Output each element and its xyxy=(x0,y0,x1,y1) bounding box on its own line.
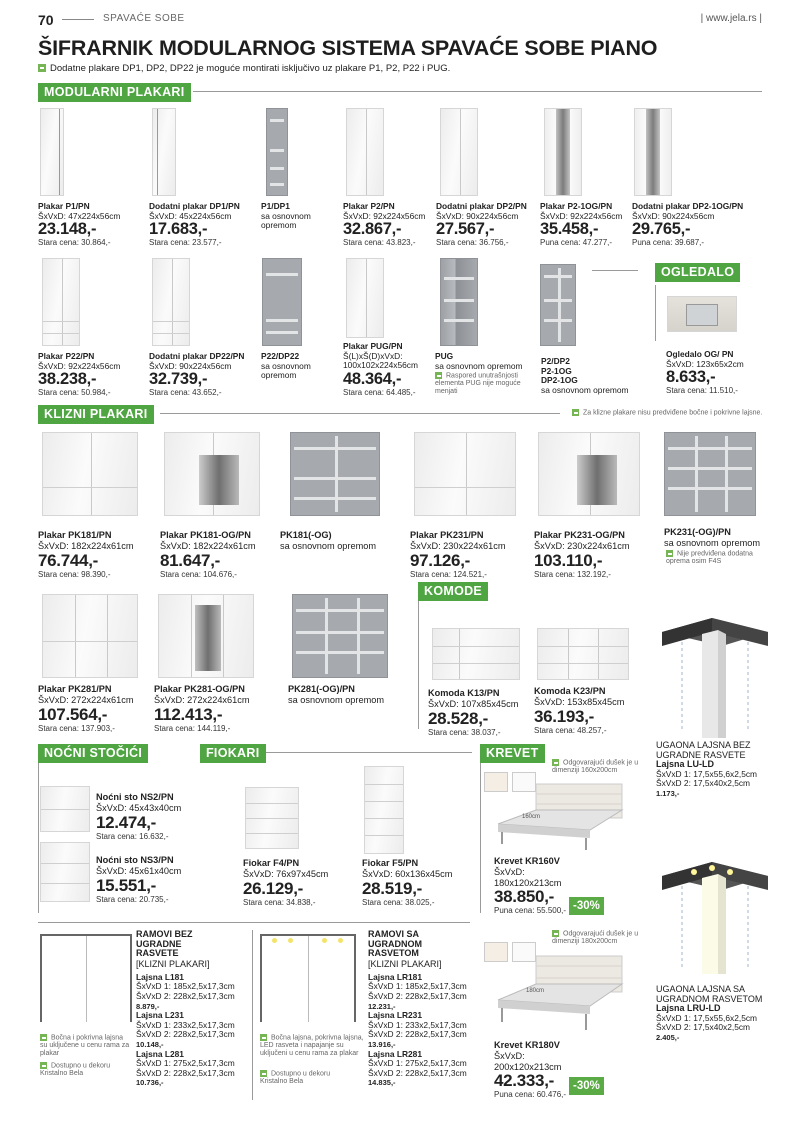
dresser-k13-image xyxy=(432,628,520,680)
product-dims: ŠxVxD: 230x224x61cm xyxy=(534,541,630,551)
wardrobe-dp1-image xyxy=(152,108,176,196)
section-beds: KREVET xyxy=(480,744,545,763)
product-name: Komoda K23/PN xyxy=(534,686,606,696)
bullet-icon xyxy=(552,930,559,937)
bullet-icon xyxy=(260,1034,267,1041)
product-f4[interactable] xyxy=(243,858,353,907)
product-old-price: Stara cena: 64.485,- xyxy=(343,387,416,397)
product-old-price: Stara cena: 38.025,- xyxy=(362,897,435,907)
product-name: Plakar P2-1OG/PN xyxy=(540,201,613,211)
section-drawers: FIOKARI xyxy=(200,744,266,763)
product-p2[interactable] xyxy=(343,202,435,248)
product-price: 15.551,- xyxy=(96,875,156,895)
product-p2-dp2[interactable] xyxy=(541,357,641,395)
product-name: PK231(-OG)/PN xyxy=(664,527,731,537)
product-f5[interactable] xyxy=(362,858,472,907)
frame-item-price: 10.148,- xyxy=(136,1039,164,1049)
product-price: 38.238,- xyxy=(38,370,97,389)
corner-strip-lru-ld[interactable] xyxy=(656,984,776,1042)
product-price: 42.333,- xyxy=(494,1071,554,1090)
note-text: Odgovarajući dušek je u dimenziji 160x200cm xyxy=(552,759,639,775)
product-price: 35.458,- xyxy=(540,220,599,239)
frame-lit-image xyxy=(260,934,356,1022)
corner-strip-price: 1.173,- xyxy=(656,788,680,798)
wardrobe-dp2-image xyxy=(440,108,478,196)
product-price: 76.744,- xyxy=(38,550,98,570)
frame-item-dims-2: ŠxVxD 2: 228x2,5x17,3cm xyxy=(136,1067,235,1078)
product-price: 32.739,- xyxy=(149,370,208,389)
product-old-price: Puna cena: 39.687,- xyxy=(632,238,705,248)
product-dims: ŠxVxD: 92x224x56cm xyxy=(343,210,426,221)
frame-item-name: Lajsna L231 xyxy=(136,1010,184,1021)
section-modular: MODULARNI PLAKARI xyxy=(38,83,191,102)
note-text: Bočna lajsna, pokrivna lajsna, LED rasveta i napajanje su uključeni u cenu rama za plakar xyxy=(260,1034,364,1058)
product-old-price: Stara cena: 20.735,- xyxy=(96,894,169,904)
product-name: Plakar PK281/PN xyxy=(38,684,112,694)
corner-strip-dims-1: ŠxVxD 1: 17,5x55,6x2,5cm xyxy=(656,1012,758,1023)
bullet-icon xyxy=(435,372,442,379)
product-price: 38.850,- xyxy=(494,887,554,906)
wardrobe-p1-interior-image xyxy=(266,108,288,196)
divider xyxy=(418,601,419,729)
product-dims: ŠxVxD: 153x85x45cm xyxy=(534,697,625,707)
product-name: Ogledalo OG/ PN xyxy=(666,349,734,359)
header-rule xyxy=(62,19,94,20)
product-ns2[interactable] xyxy=(96,792,200,841)
product-old-price: Stara cena: 36.756,- xyxy=(436,238,509,248)
product-name: Plakar P22/PN xyxy=(38,351,95,361)
product-name: Plakar P1/PN xyxy=(38,201,90,211)
product-price: 27.567,- xyxy=(436,220,495,239)
product-name: Plakar PK181/PN xyxy=(38,530,112,540)
note-text: Raspored unutrašnjosti elementa PUG nije moguće menjati xyxy=(435,372,521,396)
wardrobe-p2-1og-image xyxy=(544,108,582,196)
frames-title: RAMOVI BEZ UGRADNE RASVETE xyxy=(136,929,193,959)
page-number: 70 xyxy=(38,12,54,28)
product-name: Noćni sto NS2/PN xyxy=(96,792,174,802)
product-old-price: Stara cena: 144.119,- xyxy=(154,723,231,733)
corner-strip-title: UGAONA LAJSNA BEZ UGRADNE RASVETE xyxy=(656,740,751,760)
product-k13[interactable] xyxy=(428,688,532,737)
product-p22[interactable] xyxy=(38,352,148,398)
product-dims: ŠxVxD: 47x224x56cm xyxy=(38,210,121,221)
bed-size-label: 160cm xyxy=(522,814,541,820)
divider xyxy=(266,752,472,753)
product-pk231-og[interactable] xyxy=(534,530,658,579)
product-dims: ŠxVxD: 92x224x56cm xyxy=(540,210,623,221)
frame-item-dims-1: ŠxVxD 1: 275x2,5x17,3cm xyxy=(136,1058,235,1069)
product-dims: ŠxVxD: 90x224x56cm xyxy=(149,360,232,371)
bed-kr160-image xyxy=(492,780,632,852)
product-name: Fiokar F5/PN xyxy=(362,858,419,868)
frame-image xyxy=(40,934,132,1022)
product-pk281-interior[interactable] xyxy=(288,684,408,706)
product-old-price: Stara cena: 34.838,- xyxy=(243,897,316,907)
discount-badge: -30% xyxy=(569,1077,604,1095)
wardrobe-pug-interior-image xyxy=(440,258,478,346)
product-pk181[interactable] xyxy=(38,530,158,579)
product-dims: sa osnovnom opremom xyxy=(664,538,761,548)
section-sliding: KLIZNI PLAKARI xyxy=(38,405,154,424)
frame-item-dims-1: ŠxVxD 1: 233x2,5x17,3cm xyxy=(136,1019,235,1030)
product-name: PK181(-OG) xyxy=(280,530,332,540)
product-old-price: Stara cena: 16.632,- xyxy=(96,831,169,841)
product-old-price: Stara cena: 11.510,- xyxy=(666,386,738,396)
product-old-price: Stara cena: 98.390,- xyxy=(38,569,111,579)
frame-note-2 xyxy=(40,1062,132,1078)
product-old-price: Stara cena: 48.257,- xyxy=(534,725,607,735)
product-name: Dodatni plakar DP1/PN xyxy=(149,201,240,211)
product-dims: Š(L)xŠ(D)xVxD: 100x102x224x56cm xyxy=(343,350,418,371)
frame-item-name: Lajsna LR281 xyxy=(368,1048,422,1059)
bullet-icon xyxy=(40,1034,47,1041)
product-price: 81.647,- xyxy=(160,550,220,570)
product-price: 112.413,- xyxy=(154,704,223,724)
discount-badge: -30% xyxy=(569,897,604,915)
product-name: Noćni sto NS3/PN xyxy=(96,855,174,865)
bullet-icon xyxy=(572,409,579,416)
bullet-icon xyxy=(40,1062,47,1069)
dresser-k23-image xyxy=(537,628,629,680)
product-p1-dp1[interactable] xyxy=(261,202,323,231)
product-pk181-og[interactable] xyxy=(160,530,280,579)
mirror-image xyxy=(667,296,737,332)
corner-strip-lit-image xyxy=(652,858,778,976)
product-name: Komoda K13/PN xyxy=(428,688,500,698)
bullet-icon xyxy=(552,759,559,766)
frames-subtitle: [KLIZNI PLAKARI] xyxy=(368,958,442,969)
product-old-price: Stara cena: 23.577,- xyxy=(149,238,222,248)
product-old-price: Puna cena: 60.476,- xyxy=(494,1090,567,1099)
corner-strip-dims-2: ŠxVxD 2: 17,5x40x2,5cm xyxy=(656,1022,751,1033)
frames-lit[interactable] xyxy=(368,930,474,1088)
wardrobe-pug-image xyxy=(346,258,384,338)
nightstand-ns3-image xyxy=(40,842,90,902)
page-title: ŠIFRARNIK MODULARNOG SISTEMA SPAVAĆE SOBE PIANO xyxy=(38,36,658,60)
product-dp1[interactable] xyxy=(149,202,259,248)
product-dims: ŠxVxD: 182x224x61cm xyxy=(160,541,256,551)
product-price: 28.528,- xyxy=(428,708,488,728)
frames-no-light[interactable] xyxy=(136,930,248,1088)
product-price: 107.564,- xyxy=(38,704,108,724)
corner-strip-image xyxy=(652,612,778,740)
frame-item-dims-2: ŠxVxD 2: 228x2,5x17,3cm xyxy=(368,1067,467,1078)
divider xyxy=(160,413,560,414)
section-nightstands: NOĆNI STOČIĆI xyxy=(38,744,148,763)
product-price: 17.683,- xyxy=(149,220,208,239)
frame-item-price: 14.835,- xyxy=(368,1078,396,1088)
bed-size-label: 180cm xyxy=(526,988,545,994)
nightstand-ns2-image xyxy=(40,786,90,832)
product-p22-dp22[interactable] xyxy=(261,352,323,381)
product-dims: ŠxVxD: 200x120x213cm xyxy=(494,1051,562,1072)
product-dims: sa osnovnom opremom xyxy=(280,541,377,551)
product-old-price: Stara cena: 50.984,- xyxy=(38,388,111,398)
divider xyxy=(655,285,656,341)
product-pug-interior[interactable] xyxy=(435,352,535,371)
product-dims: ŠxVxD: 90x224x56cm xyxy=(436,210,519,221)
frame-item-price: 10.736,- xyxy=(136,1078,164,1088)
divider xyxy=(38,763,39,913)
frame-item-name: Lajsna L281 xyxy=(136,1048,184,1059)
wardrobe-p1-image xyxy=(40,108,64,196)
intro-note xyxy=(38,63,450,74)
product-name: P1/DP1 xyxy=(261,201,290,211)
frames-subtitle: [KLIZNI PLAKARI] xyxy=(136,958,210,969)
wardrobe-dp2-1og-image xyxy=(634,108,672,196)
product-name: Plakar PK231-OG/PN xyxy=(534,530,625,540)
product-dims: ŠxVxD: 45x224x56cm xyxy=(149,210,232,221)
product-ns3[interactable] xyxy=(96,855,200,904)
product-pk231-interior[interactable] xyxy=(664,527,774,549)
frame-item-name: Lajsna LR181 xyxy=(368,971,422,982)
site-url[interactable]: | www.jela.rs | xyxy=(700,13,762,24)
product-price: 26.129,- xyxy=(243,878,303,898)
product-name: Dodatni plakar DP2-1OG/PN xyxy=(632,201,744,211)
product-pk281-og[interactable] xyxy=(154,684,278,733)
frame-item-dims-2: ŠxVxD 2: 228x2,5x17,3cm xyxy=(368,990,467,1001)
product-dims: ŠxVxD: 107x85x45cm xyxy=(428,699,519,709)
bullet-icon xyxy=(666,550,673,557)
product-old-price: Stara cena: 30.864,- xyxy=(38,238,111,248)
wardrobe-p22-interior-image xyxy=(262,258,302,346)
product-old-price: Puna cena: 55.500,- xyxy=(494,906,567,915)
product-name: Fiokar F4/PN xyxy=(243,858,300,868)
frame-item-dims-1: ŠxVxD 1: 185x2,5x17,3cm xyxy=(368,981,467,992)
product-k23[interactable] xyxy=(534,686,640,735)
product-name: PUG xyxy=(435,351,454,361)
divider xyxy=(38,922,470,923)
frame-lit-note-1 xyxy=(260,1034,364,1058)
product-name: Dodatni plakar DP22/PN xyxy=(149,351,245,361)
divider xyxy=(252,930,253,1100)
product-name: Plakar PUG/PN xyxy=(343,341,403,351)
frame-lit-note-2 xyxy=(260,1070,356,1086)
wardrobe-p22-image xyxy=(42,258,80,346)
frame-item-dims-2: ŠxVxD 2: 228x2,5x17,3cm xyxy=(136,1029,235,1040)
wardrobe-pk181-og-image xyxy=(164,432,260,516)
product-dp2-1og[interactable] xyxy=(632,202,762,248)
bullet-icon xyxy=(260,1070,267,1077)
bed-note-2 xyxy=(552,930,652,946)
product-dims: ŠxVxD: 60x136x45cm xyxy=(362,869,453,879)
corner-strip-name: Lajsna LRU-LD xyxy=(656,1003,721,1013)
corner-strip-dims-1: ŠxVxD 1: 17,5x55,6x2,5cm xyxy=(656,768,758,779)
note-text: Dostupno u dekoru Kristalno Bela xyxy=(260,1070,331,1086)
product-old-price: Stara cena: 137.903,- xyxy=(38,723,115,733)
wardrobe-pk181-image xyxy=(42,432,138,516)
pk231-note xyxy=(666,550,766,566)
divider xyxy=(592,270,638,271)
product-name: P2/DP2 P2-1OG DP2-1OG xyxy=(541,356,578,386)
sliding-note xyxy=(572,409,772,417)
product-dims: ŠxVxD: 92x224x56cm xyxy=(38,360,121,371)
product-name: Plakar P2/PN xyxy=(343,201,395,211)
frame-item-dims-2: ŠxVxD 2: 228x2,5x17,3cm xyxy=(136,990,235,1001)
product-old-price: Stara cena: 43.652,- xyxy=(149,388,222,398)
bed-kr180-image xyxy=(492,950,632,1034)
bed-note-1 xyxy=(552,759,652,775)
product-name: Plakar PK281-OG/PN xyxy=(154,684,245,694)
product-dims: ŠxVxD: 182x224x61cm xyxy=(38,541,134,551)
product-old-price: Puna cena: 47.277,- xyxy=(540,238,613,248)
product-name: Krevet KR160V xyxy=(494,856,560,866)
product-price: 28.519,- xyxy=(362,878,422,898)
frame-item-name: Lajsna L181 xyxy=(136,971,184,982)
product-dims: sa osnovnom opremom xyxy=(435,360,523,371)
frame-item-price: 13.916,- xyxy=(368,1039,396,1049)
frame-item-dims-1: ŠxVxD 1: 185x2,5x17,3cm xyxy=(136,981,235,992)
frame-item-price: 12.231,- xyxy=(368,1001,396,1011)
product-price: 23.148,- xyxy=(38,220,97,239)
frame-item-dims-1: ŠxVxD 1: 233x2,5x17,3cm xyxy=(368,1019,467,1030)
intro-note-text: Dodatne plakare DP1, DP2, DP22 je moguće montirati isključivo uz plakare P1, P2, P22 i PUG. xyxy=(50,63,451,74)
frames-title: RAMOVI SA UGRADNOM RASVETOM xyxy=(368,929,422,959)
product-price: 32.867,- xyxy=(343,220,402,239)
frame-item-name: Lajsna LR231 xyxy=(368,1010,422,1021)
corner-strip-name: Lajsna LU-LD xyxy=(656,759,715,769)
product-pug[interactable] xyxy=(343,342,433,397)
product-dims: sa osnovnom opremom xyxy=(288,695,385,705)
wardrobe-pk231-image xyxy=(414,432,516,516)
product-dp2[interactable] xyxy=(436,202,536,248)
product-dims: ŠxVxD: 272x224x61cm xyxy=(154,695,250,705)
product-mirror[interactable] xyxy=(666,350,766,396)
divider xyxy=(480,763,481,913)
note-text: Odgovarajući dušek je u dimenziji 180x200cm xyxy=(552,930,639,946)
product-old-price: Stara cena: 104.676,- xyxy=(160,569,237,579)
product-dims: sa osnovnom opremom xyxy=(261,210,311,231)
product-old-price: Stara cena: 38.037,- xyxy=(428,727,501,737)
section-mirror: OGLEDALO xyxy=(655,263,740,282)
product-old-price: Stara cena: 124.521,- xyxy=(410,569,487,579)
product-dims: ŠxVxD: 180x120x213cm xyxy=(494,867,562,888)
product-dims: ŠxVxD: 45x43x40cm xyxy=(96,803,182,813)
drawer-f5-image xyxy=(364,766,404,854)
product-name: Dodatni plakar DP2/PN xyxy=(436,201,527,211)
wardrobe-pk281-image xyxy=(42,594,138,678)
corner-strip-lu-ld[interactable] xyxy=(656,740,776,798)
wardrobe-pk281-og-image xyxy=(158,594,254,678)
product-name: Plakar PK181-OG/PN xyxy=(160,530,251,540)
product-dims: ŠxVxD: 45x61x40cm xyxy=(96,866,182,876)
frame-item-dims-1: ŠxVxD 1: 275x2,5x17,3cm xyxy=(368,1058,467,1069)
corner-strip-price: 2.405,- xyxy=(656,1032,680,1042)
frame-note-1 xyxy=(40,1034,132,1058)
product-dims: ŠxVxD: 123x65x2cm xyxy=(666,358,744,369)
product-price: 48.364,- xyxy=(343,369,402,388)
section-crumb: SPAVAĆE SOBE xyxy=(103,13,185,24)
product-price: 97.126,- xyxy=(410,550,470,570)
product-dims: sa osnovnom opremom xyxy=(261,360,311,381)
corner-strip-dims-2: ŠxVxD 2: 17,5x40x2,5cm xyxy=(656,778,751,789)
product-dims: sa osnovnom opremom xyxy=(541,384,629,395)
product-pk281[interactable] xyxy=(38,684,158,733)
wardrobe-pk281-interior-image xyxy=(292,594,388,678)
product-dims: ŠxVxD: 272x224x61cm xyxy=(38,695,134,705)
note-text: Dostupno u dekoru Kristalno Bela xyxy=(40,1062,111,1078)
pug-note xyxy=(435,372,527,396)
wardrobe-pk231-og-image xyxy=(538,432,640,516)
product-dims: ŠxVxD: 76x97x45cm xyxy=(243,869,329,879)
product-price: 12.474,- xyxy=(96,812,156,832)
product-p1[interactable] xyxy=(38,202,148,248)
product-name: Krevet KR180V xyxy=(494,1040,560,1050)
product-price: 36.193,- xyxy=(534,706,594,726)
product-name: Plakar PK231/PN xyxy=(410,530,484,540)
corner-strip-title: UGAONA LAJSNA SA UGRADNOM RASVETOM xyxy=(656,984,763,1004)
wardrobe-pk181-interior-image xyxy=(290,432,380,516)
product-dims: ŠxVxD: 230x224x61cm xyxy=(410,541,506,551)
note-text: Bočna i pokrivna lajsna su uključene u cenu rama za plakar xyxy=(40,1034,130,1058)
wardrobe-p2-interior-image xyxy=(540,264,576,346)
wardrobe-p2-image xyxy=(346,108,384,196)
product-name: P22/DP22 xyxy=(261,351,300,361)
divider xyxy=(193,91,762,92)
wardrobe-pk231-interior-image xyxy=(664,432,756,516)
product-price: 103.110,- xyxy=(534,550,603,570)
frame-item-price: 8.879,- xyxy=(136,1001,160,1011)
product-old-price: Stara cena: 132.192,- xyxy=(534,569,611,579)
product-p2-1og[interactable] xyxy=(540,202,632,248)
product-dims: ŠxVxD: 90x224x56cm xyxy=(632,210,715,221)
note-text: Za klizne plakare nisu predviđene bočne i pokrivne lajsne. xyxy=(583,409,763,417)
product-old-price: Stara cena: 43.823,- xyxy=(343,238,416,248)
section-dressers: KOMODE xyxy=(418,582,488,601)
product-price: 8.633,- xyxy=(666,368,716,387)
drawer-f4-image xyxy=(245,787,299,849)
product-name: PK281(-OG)/PN xyxy=(288,684,355,694)
product-price: 29.765,- xyxy=(632,220,691,239)
wardrobe-dp22-image xyxy=(152,258,190,346)
note-text: Nije predviđena dodatna oprema osim F4S xyxy=(666,550,753,566)
product-pk181-interior[interactable] xyxy=(280,530,400,552)
product-dp22[interactable] xyxy=(149,352,259,398)
frame-item-dims-2: ŠxVxD 2: 228x2,5x17,3cm xyxy=(368,1029,467,1040)
product-pk231[interactable] xyxy=(410,530,530,579)
bullet-icon xyxy=(38,64,46,72)
